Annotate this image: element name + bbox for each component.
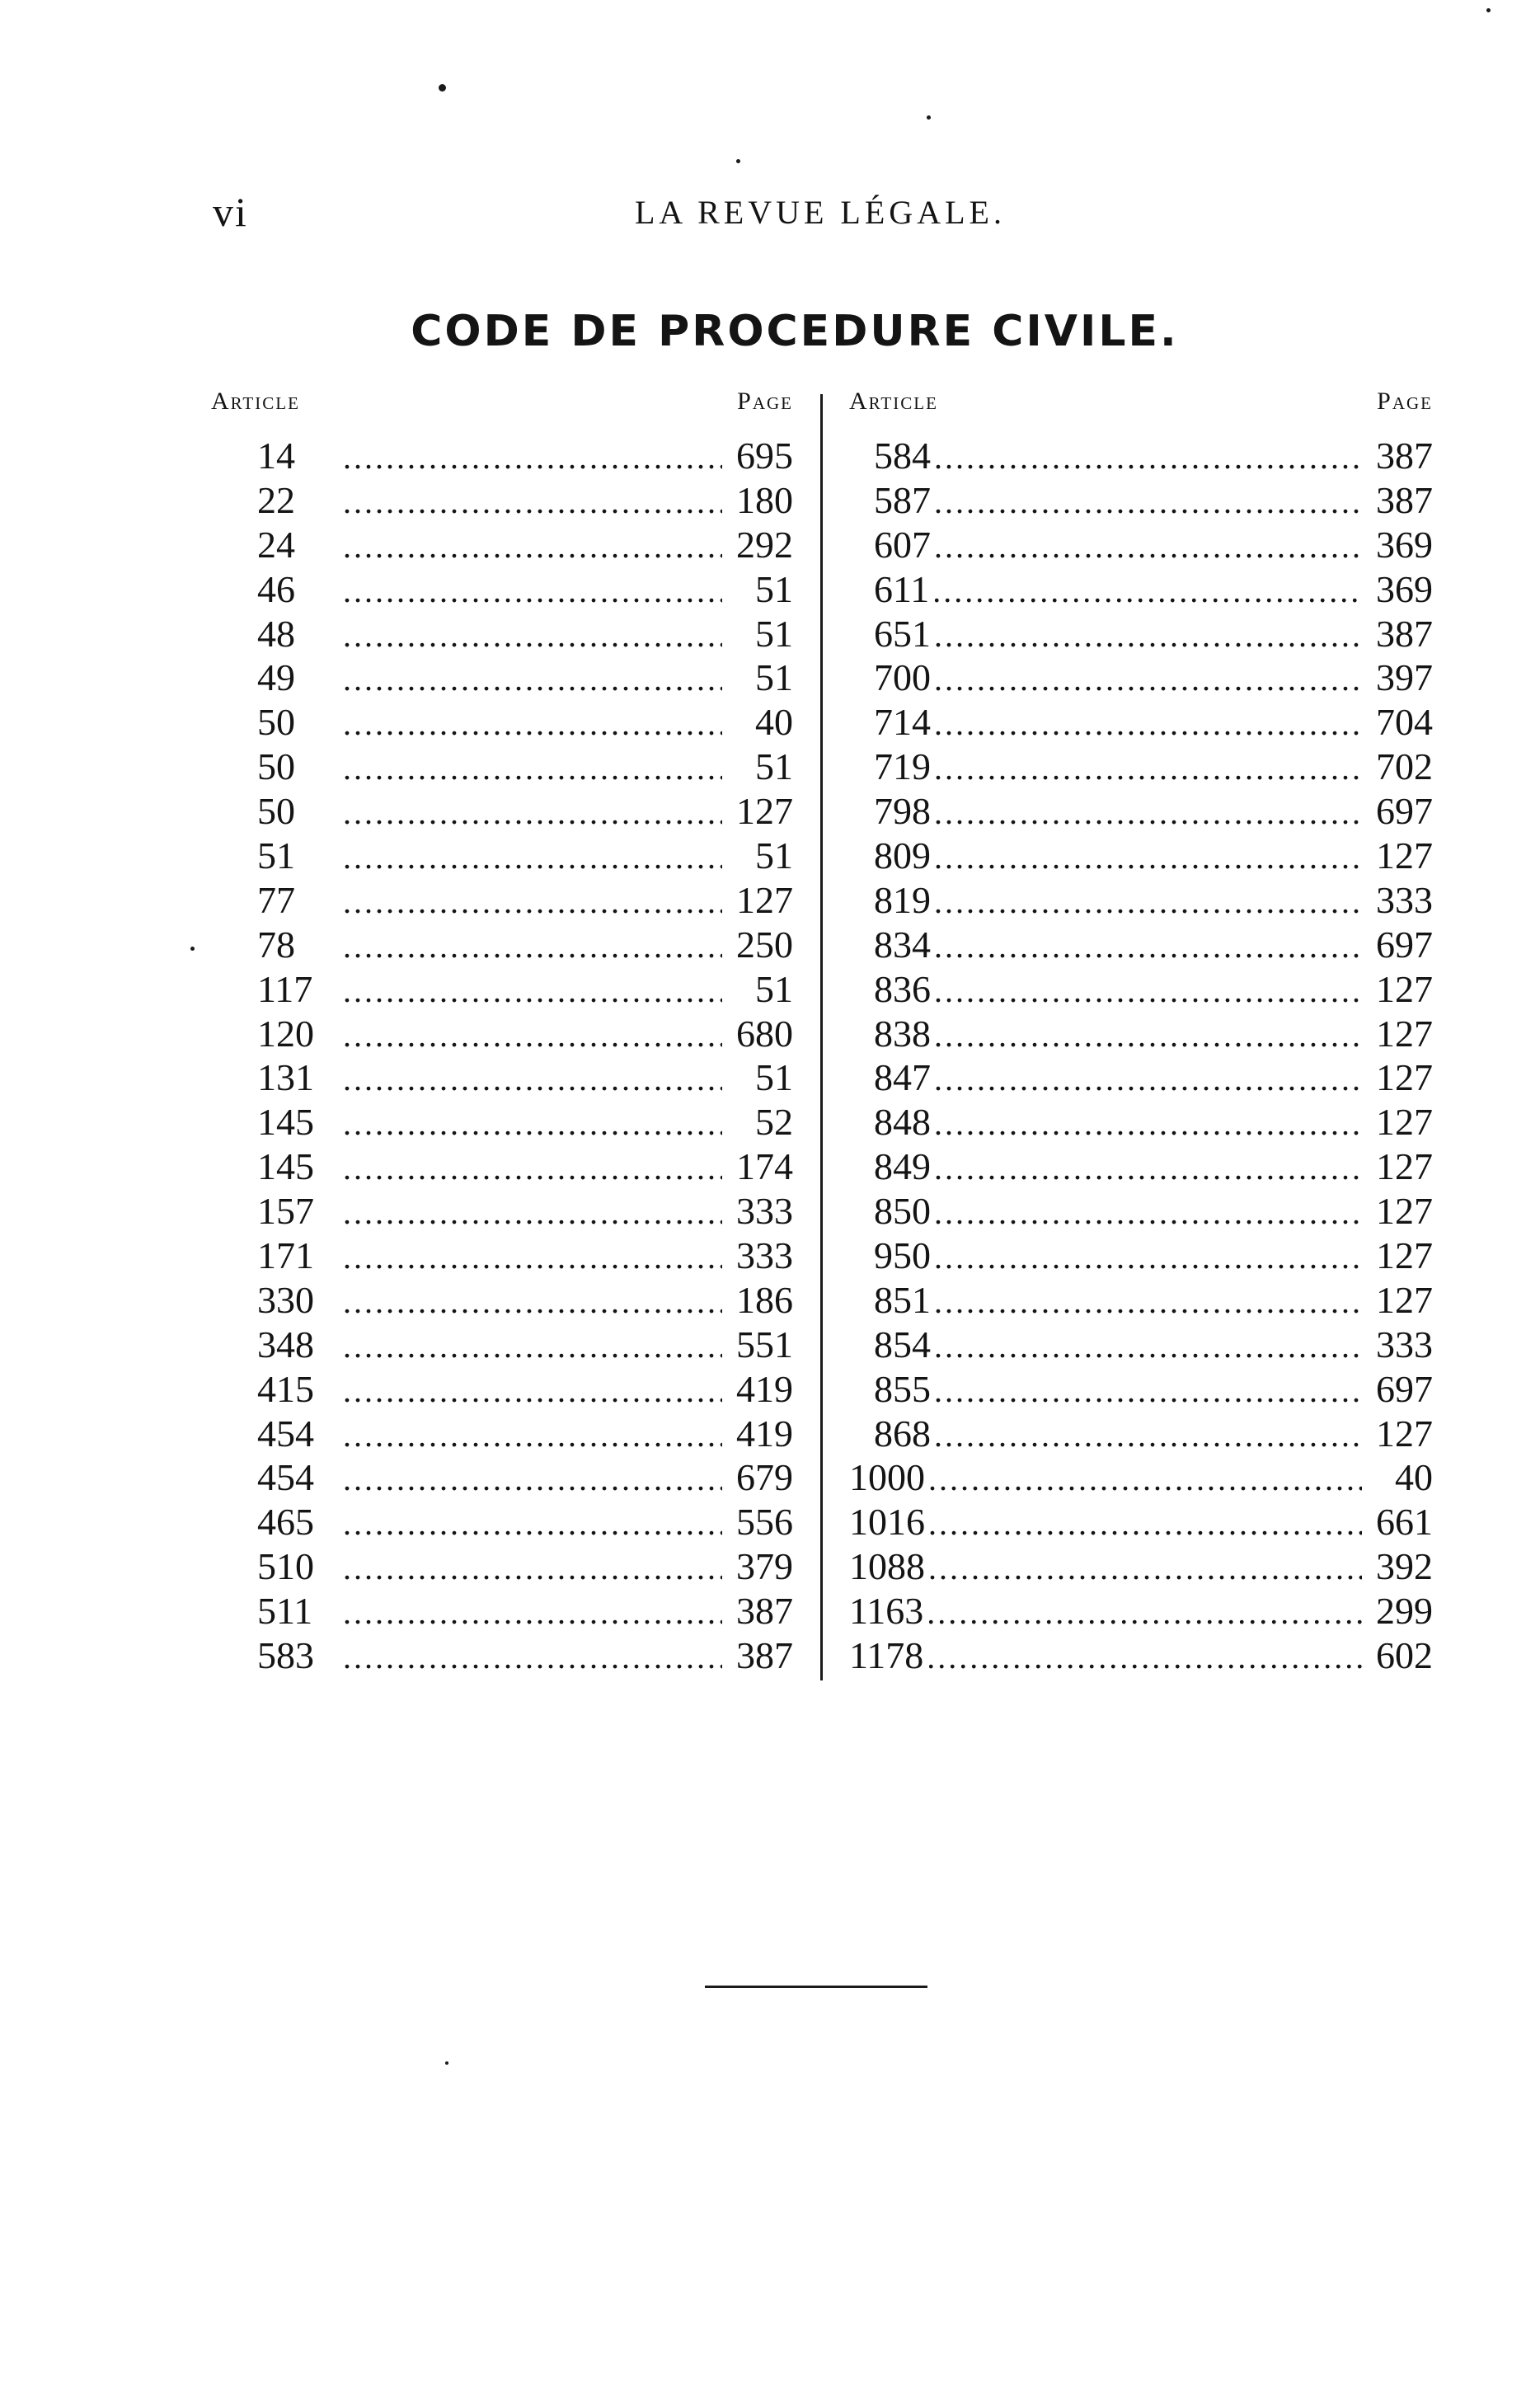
article-number: 24 <box>257 523 295 566</box>
index-entry <box>849 1455 1433 1500</box>
end-rule <box>705 1986 927 1988</box>
article-number: 1016 <box>849 1501 925 1544</box>
index-entry <box>211 1234 793 1278</box>
index-entry <box>211 1323 793 1367</box>
print-speck <box>445 2061 448 2065</box>
article-number: 611 <box>874 567 930 610</box>
article-number: 847 <box>874 1056 931 1099</box>
index-entry <box>211 1455 793 1500</box>
index-entry <box>211 434 793 478</box>
index-entry <box>211 878 793 923</box>
index-entry <box>211 567 793 612</box>
dot-leader <box>343 1369 722 1413</box>
index-entry <box>211 1012 793 1056</box>
index-entry <box>849 700 1433 745</box>
index-entry <box>211 789 793 834</box>
dot-leader <box>928 1546 1362 1591</box>
page-number-ref: 127 <box>1376 967 1433 1010</box>
dot-leader <box>343 613 722 658</box>
index-entry <box>211 1633 793 1678</box>
index-entry <box>211 1367 793 1412</box>
page-number-ref: 679 <box>736 1456 793 1499</box>
article-number: 145 <box>257 1145 314 1188</box>
dot-leader <box>934 1102 1362 1146</box>
index-entry <box>849 656 1433 700</box>
article-number: 584 <box>874 435 931 477</box>
article-number: 1163 <box>849 1590 924 1633</box>
dot-leader <box>343 1057 722 1102</box>
article-number: 120 <box>257 1012 314 1055</box>
dot-leader <box>343 1546 722 1591</box>
page-number: vi <box>213 189 248 235</box>
dot-leader <box>343 880 722 924</box>
page-number-ref: 127 <box>1376 1234 1433 1277</box>
article-number: 77 <box>257 878 295 921</box>
page-number-ref: 292 <box>736 523 793 566</box>
dot-leader <box>934 1191 1362 1235</box>
dot-leader <box>934 1369 1362 1413</box>
page-number-ref: 379 <box>736 1545 793 1588</box>
page-number-ref: 40 <box>755 701 793 744</box>
page-number-ref: 697 <box>1376 790 1433 833</box>
index-entry <box>849 1144 1433 1189</box>
index-entry <box>849 1100 1433 1144</box>
dot-leader <box>932 569 1362 613</box>
index-entry <box>849 1055 1433 1100</box>
page-number-ref: 51 <box>755 612 793 655</box>
article-number: 14 <box>257 435 295 477</box>
index-entry <box>849 745 1433 789</box>
page-number-ref: 397 <box>1376 656 1433 699</box>
article-number: 651 <box>874 612 931 655</box>
page-number-ref: 51 <box>755 656 793 699</box>
dot-leader <box>934 1057 1362 1102</box>
page-number-ref: 127 <box>1376 1056 1433 1099</box>
dot-leader <box>343 924 722 969</box>
running-title: LA REVUE LÉGALE. <box>635 194 1006 231</box>
dot-leader <box>934 657 1362 702</box>
article-number: 145 <box>257 1101 314 1144</box>
page-number-ref: 702 <box>1376 745 1433 788</box>
article-number: 46 <box>257 567 295 610</box>
index-entry <box>849 1234 1433 1278</box>
index-entry <box>211 523 793 567</box>
article-number: 719 <box>874 745 931 788</box>
article-number: 607 <box>874 523 931 566</box>
dot-leader <box>934 746 1362 791</box>
dot-leader <box>343 1191 722 1235</box>
index-entry <box>211 834 793 878</box>
article-number: 78 <box>257 923 295 966</box>
article-number: 415 <box>257 1367 314 1410</box>
dot-leader <box>934 702 1362 746</box>
article-number: 330 <box>257 1278 314 1321</box>
article-number: 117 <box>257 967 313 1010</box>
page-number-ref: 51 <box>755 1056 793 1099</box>
print-speck <box>439 84 446 92</box>
article-number: 49 <box>257 656 295 699</box>
dot-leader <box>934 524 1362 569</box>
index-entry <box>849 834 1433 878</box>
article-number: 798 <box>874 790 931 833</box>
dot-leader <box>343 702 722 746</box>
dot-leader <box>343 1235 722 1280</box>
dot-leader <box>934 1146 1362 1191</box>
article-number: 850 <box>874 1190 931 1233</box>
index-entry <box>211 1589 793 1633</box>
page-number-ref: 127 <box>736 878 793 921</box>
article-header: Article <box>211 388 300 415</box>
page-number-ref: 127 <box>1376 834 1433 877</box>
dot-leader <box>343 480 722 524</box>
page-number-ref: 369 <box>1376 567 1433 610</box>
article-number: 809 <box>874 834 931 877</box>
page-number-ref: 387 <box>1376 612 1433 655</box>
page-number-ref: 602 <box>1376 1634 1433 1677</box>
article-number: 348 <box>257 1323 314 1365</box>
index-entry <box>849 923 1433 967</box>
print-speck <box>736 159 740 163</box>
article-number: 171 <box>257 1234 314 1277</box>
dot-leader <box>934 1413 1362 1458</box>
dot-leader <box>343 1280 722 1324</box>
index-entry <box>849 567 1433 612</box>
page-number-ref: 419 <box>736 1367 793 1410</box>
index-entry <box>211 1278 793 1323</box>
article-number: 1088 <box>849 1545 925 1588</box>
dot-leader <box>343 969 722 1013</box>
article-number: 836 <box>874 967 931 1010</box>
index-entry <box>211 656 793 700</box>
print-speck <box>1486 8 1491 12</box>
article-number: 700 <box>874 656 931 699</box>
section-title: CODE DE PROCEDURE CIVILE. <box>411 307 1179 356</box>
page-number-ref: 556 <box>736 1501 793 1544</box>
index-entry <box>849 1633 1433 1678</box>
page-header: Page <box>737 388 793 415</box>
article-number: 583 <box>257 1634 314 1677</box>
dot-leader <box>343 1102 722 1146</box>
page-number-ref: 51 <box>755 567 793 610</box>
index-entry <box>211 1144 793 1189</box>
index-entry <box>211 1100 793 1144</box>
index-entry <box>211 478 793 523</box>
dot-leader <box>928 1502 1362 1546</box>
index-entry <box>849 523 1433 567</box>
right-index-list <box>849 434 1433 1678</box>
dot-leader <box>934 880 1362 924</box>
page-number-ref: 127 <box>1376 1012 1433 1055</box>
dot-leader <box>927 1591 1362 1635</box>
page-header: Page <box>1377 388 1433 415</box>
article-number: 131 <box>257 1056 314 1099</box>
dot-leader <box>934 480 1362 524</box>
index-entry <box>849 434 1433 478</box>
dot-leader <box>934 1013 1362 1058</box>
right-index-column <box>849 388 1433 1678</box>
page-number-ref: 250 <box>736 923 793 966</box>
index-entry <box>849 1012 1433 1056</box>
dot-leader <box>343 835 722 880</box>
index-entry <box>849 878 1433 923</box>
article-number: 855 <box>874 1367 931 1410</box>
dot-leader <box>343 1457 722 1502</box>
page-number-ref: 180 <box>736 478 793 521</box>
dot-leader <box>927 1635 1362 1680</box>
article-number: 50 <box>257 745 295 788</box>
article-number: 848 <box>874 1101 931 1144</box>
page-number-ref: 333 <box>1376 1323 1433 1365</box>
dot-leader <box>928 1457 1362 1502</box>
article-number: 849 <box>874 1145 931 1188</box>
article-number: 454 <box>257 1412 314 1455</box>
page-number-ref: 387 <box>1376 435 1433 477</box>
page-number-ref: 52 <box>755 1101 793 1144</box>
page-number-ref: 695 <box>736 435 793 477</box>
index-entry <box>849 789 1433 834</box>
column-divider <box>820 394 823 1680</box>
index-entry <box>211 967 793 1012</box>
index-entry <box>849 1544 1433 1589</box>
dot-leader <box>934 969 1362 1013</box>
page-number-ref: 186 <box>736 1278 793 1321</box>
article-number: 819 <box>874 878 931 921</box>
article-number: 22 <box>257 478 295 521</box>
article-number: 48 <box>257 612 295 655</box>
article-number: 157 <box>257 1190 314 1233</box>
dot-leader <box>343 569 722 613</box>
page-number-ref: 127 <box>1376 1145 1433 1188</box>
page-number-ref: 697 <box>1376 1367 1433 1410</box>
index-entry <box>849 1589 1433 1633</box>
article-number: 465 <box>257 1501 314 1544</box>
article-number: 851 <box>874 1278 931 1321</box>
index-entry <box>211 700 793 745</box>
page-number-ref: 299 <box>1376 1590 1433 1633</box>
right-column-header <box>849 388 1433 434</box>
dot-leader <box>343 791 722 835</box>
page-number-ref: 127 <box>1376 1190 1433 1233</box>
page-number-ref: 333 <box>1376 878 1433 921</box>
index-entry <box>211 923 793 967</box>
page-number-ref: 51 <box>755 745 793 788</box>
article-header: Article <box>849 388 938 415</box>
page-number-ref: 127 <box>1376 1412 1433 1455</box>
index-entry <box>849 967 1433 1012</box>
page-number-ref: 40 <box>1395 1456 1433 1499</box>
dot-leader <box>343 435 722 480</box>
article-number: 50 <box>257 790 295 833</box>
article-number: 838 <box>874 1012 931 1055</box>
page-number-ref: 333 <box>736 1234 793 1277</box>
dot-leader <box>343 1324 722 1369</box>
dot-leader <box>343 1013 722 1058</box>
index-entry <box>849 1323 1433 1367</box>
page-number-ref: 127 <box>1376 1278 1433 1321</box>
article-number: 1000 <box>849 1456 925 1499</box>
article-number: 587 <box>874 478 931 521</box>
index-entry <box>849 1412 1433 1456</box>
article-number: 50 <box>257 701 295 744</box>
dot-leader <box>343 1591 722 1635</box>
index-entry <box>211 745 793 789</box>
page-number-ref: 680 <box>736 1012 793 1055</box>
article-number: 714 <box>874 701 931 744</box>
page-number-ref: 419 <box>736 1412 793 1455</box>
article-number: 868 <box>874 1412 931 1455</box>
dot-leader <box>343 1502 722 1546</box>
index-entry <box>211 1412 793 1456</box>
index-entry <box>849 1189 1433 1234</box>
index-entry <box>211 1189 793 1234</box>
page-number-ref: 51 <box>755 834 793 877</box>
dot-leader <box>934 1324 1362 1369</box>
article-number: 834 <box>874 923 931 966</box>
index-entry <box>211 1500 793 1544</box>
dot-leader <box>343 1413 722 1458</box>
page-number-ref: 174 <box>736 1145 793 1188</box>
index-entry <box>849 1367 1433 1412</box>
dot-leader <box>343 524 722 569</box>
left-index-list <box>211 434 793 1678</box>
page-number-ref: 127 <box>1376 1101 1433 1144</box>
print-speck <box>190 947 195 951</box>
dot-leader <box>934 435 1362 480</box>
article-number: 510 <box>257 1545 314 1588</box>
page-number-ref: 387 <box>736 1590 793 1633</box>
dot-leader <box>343 1635 722 1680</box>
index-entry <box>211 1055 793 1100</box>
dot-leader <box>934 791 1362 835</box>
print-speck <box>927 115 931 120</box>
article-number: 51 <box>257 834 295 877</box>
page-number-ref: 51 <box>755 967 793 1010</box>
dot-leader <box>934 924 1362 969</box>
dot-leader <box>934 835 1362 880</box>
dot-leader <box>934 1280 1362 1324</box>
page-number-ref: 697 <box>1376 923 1433 966</box>
dot-leader <box>343 657 722 702</box>
index-entry <box>849 478 1433 523</box>
page-number-ref: 333 <box>736 1190 793 1233</box>
dot-leader <box>343 1146 722 1191</box>
article-number: 950 <box>874 1234 931 1277</box>
page-number-ref: 392 <box>1376 1545 1433 1588</box>
page-number-ref: 704 <box>1376 701 1433 744</box>
page-number-ref: 369 <box>1376 523 1433 566</box>
index-entry <box>849 1278 1433 1323</box>
dot-leader <box>934 613 1362 658</box>
page-number-ref: 551 <box>736 1323 793 1365</box>
index-entry <box>211 612 793 656</box>
index-entry <box>849 612 1433 656</box>
index-entry <box>211 1544 793 1589</box>
dot-leader <box>934 1235 1362 1280</box>
left-column-header <box>211 388 793 434</box>
article-number: 511 <box>257 1590 313 1633</box>
article-number: 854 <box>874 1323 931 1365</box>
index-entry <box>849 1500 1433 1544</box>
dot-leader <box>343 746 722 791</box>
article-number: 454 <box>257 1456 314 1499</box>
left-index-column <box>211 388 793 1678</box>
page-number-ref: 661 <box>1376 1501 1433 1544</box>
page-number-ref: 127 <box>736 790 793 833</box>
article-number: 1178 <box>849 1634 924 1677</box>
page-number-ref: 387 <box>736 1634 793 1677</box>
page-number-ref: 387 <box>1376 478 1433 521</box>
